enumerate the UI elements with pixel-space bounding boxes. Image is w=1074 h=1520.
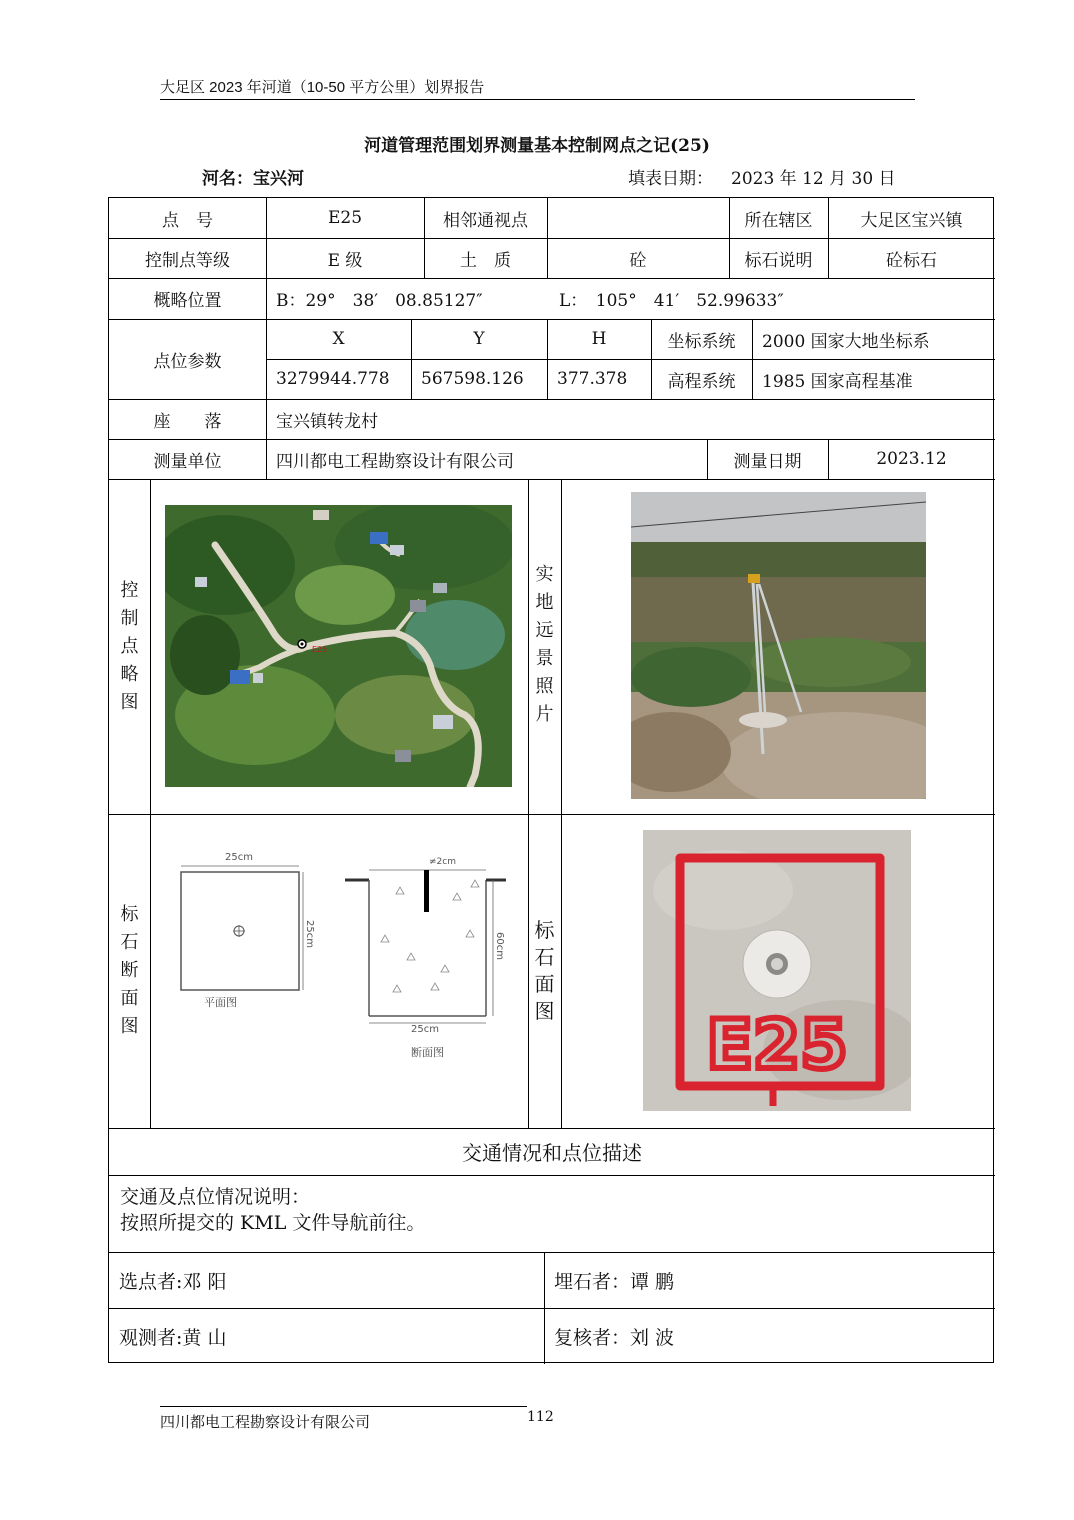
photo-label: 实 地 远 景 照 片	[535, 564, 554, 725]
section-width-label: 25cm	[411, 1024, 439, 1035]
section-drawing	[171, 842, 511, 1092]
coord-system-label: 坐标系统	[667, 331, 736, 352]
header-rule	[160, 99, 915, 100]
fill-date-label: 填表日期：	[628, 169, 713, 189]
marker-stamp-text: E25	[706, 1006, 848, 1085]
marker-desc-label: 标石说明	[744, 250, 813, 271]
reviewer: 复核者：刘 波	[554, 1326, 675, 1349]
point-no-value: E25	[327, 208, 363, 228]
point-no-label: 点 号	[162, 210, 213, 231]
map-point-label: E25	[312, 645, 328, 654]
plan-height-label: 25cm	[304, 920, 315, 948]
district-value: 大足区宝兴镇	[860, 210, 963, 231]
page-number: 112	[527, 1409, 554, 1425]
grade-value: E 级	[327, 250, 363, 271]
h-header: H	[591, 329, 607, 349]
face-label: 标 石 面 图	[534, 918, 555, 1023]
marker-desc-value: 砼标石	[886, 250, 937, 271]
section-height-label: 60cm	[494, 932, 505, 960]
burier: 埋石者：谭 鹏	[554, 1270, 675, 1293]
site-value: 宝兴镇转龙村	[276, 411, 378, 432]
adjacent-point-label: 相邻通视点	[443, 210, 528, 231]
section-caption: 断面图	[411, 1046, 444, 1059]
river-name: 河名：宝兴河	[202, 169, 304, 189]
sketch-label: 控 制 点 略 图	[120, 579, 139, 713]
footer-rule	[160, 1406, 527, 1407]
adjacent-point-value	[547, 198, 729, 238]
marker-face-photo	[643, 830, 911, 1111]
survey-date-value: 2023.12	[876, 449, 947, 469]
y-header: Y	[473, 329, 485, 349]
traffic-desc-line2: 按照所提交的 KML 文件导航前往。	[120, 1211, 426, 1234]
sketch-map	[165, 505, 512, 787]
soil-value: 砼	[629, 250, 647, 271]
longitude-value: L： 105° 41′ 52.99633″	[559, 291, 784, 311]
plan-caption: 平面图	[204, 996, 237, 1009]
traffic-header: 交通情况和点位描述	[462, 1141, 642, 1165]
h-value: 377.378	[557, 369, 628, 389]
grade-label: 控制点等级	[145, 250, 230, 271]
survey-date-label: 测量日期	[733, 451, 802, 472]
latitude-value: B：29° 38′ 08.85127″	[276, 291, 483, 311]
selector: 选点者:邓 阳	[119, 1270, 227, 1293]
survey-unit-value: 四川都电工程勘察设计有限公司	[276, 451, 514, 472]
x-header: X	[332, 329, 345, 349]
params-label: 点位参数	[153, 351, 222, 372]
section-label: 标 石 断 面 图	[120, 904, 139, 1037]
site-label: 座 落	[153, 411, 222, 432]
control-point-table	[108, 197, 994, 1363]
elev-system-value: 1985 国家高程基准	[762, 371, 913, 392]
fill-date-value: 2023 年 12 月 30 日	[731, 169, 896, 189]
plan-width-label: 25cm	[225, 852, 253, 863]
footer-company: 四川都电工程勘察设计有限公司	[160, 1414, 371, 1431]
y-value: 567598.126	[421, 369, 524, 389]
survey-unit-label: 测量单位	[153, 451, 222, 472]
coord-system-value: 2000 国家大地坐标系	[762, 331, 930, 352]
field-photo	[631, 492, 926, 799]
location-label: 概略位置	[153, 291, 222, 311]
x-value: 3279944.778	[276, 369, 390, 389]
section-top-label: ≠2cm	[429, 857, 456, 867]
soil-label: 土 质	[460, 250, 511, 271]
page-title: 河道管理范围划界测量基本控制网点之记(25)	[364, 136, 710, 156]
district-label: 所在辖区	[744, 210, 813, 231]
elev-system-label: 高程系统	[667, 371, 736, 392]
page-header: 大足区 2023 年河道（10-50 平方公里）划界报告	[160, 79, 485, 96]
traffic-desc-line1: 交通及点位情况说明：	[120, 1185, 311, 1208]
observer: 观测者:黄 山	[119, 1326, 227, 1349]
fill-date	[628, 164, 896, 189]
